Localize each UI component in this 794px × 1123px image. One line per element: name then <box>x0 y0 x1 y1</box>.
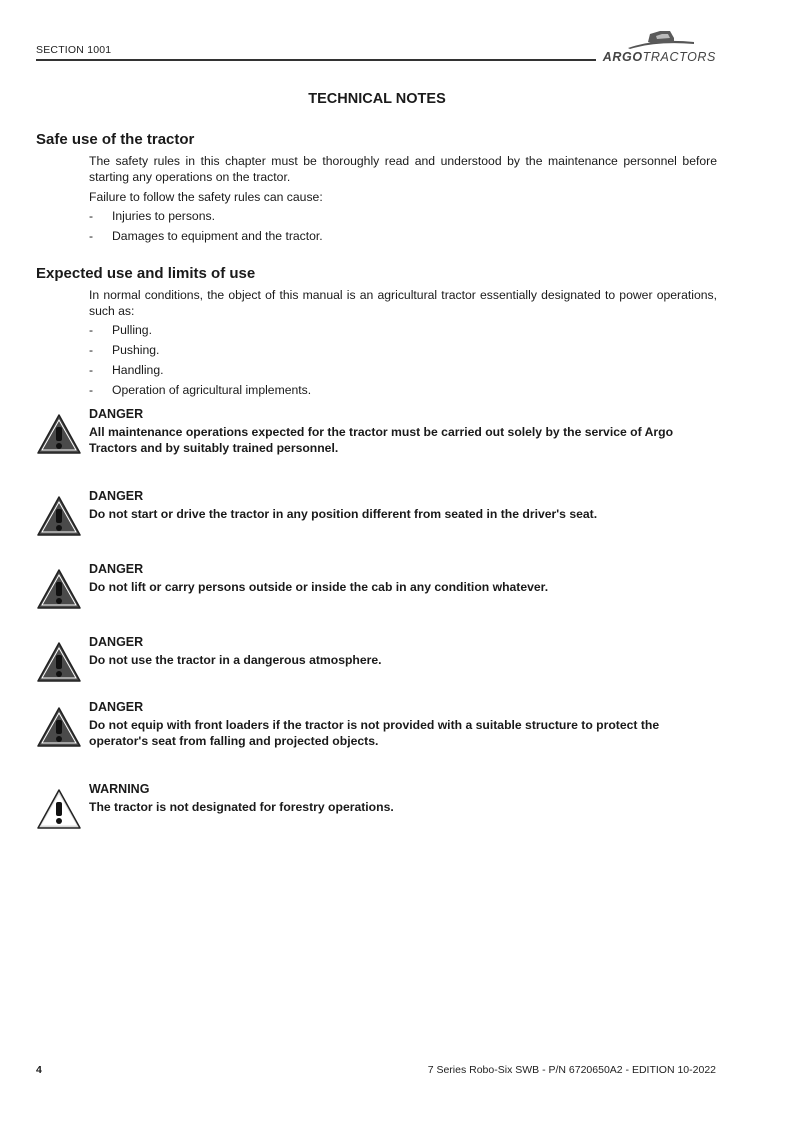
section-label: SECTION 1001 <box>36 44 112 56</box>
logo-wordmark <box>603 50 716 64</box>
danger-triangle-icon <box>36 641 82 683</box>
danger-triangle-icon <box>36 568 82 610</box>
notice-message: Do not equip with front loaders if the tractor is not provided with a suitable structure to protect the operator's seat from falling and projected objects. <box>89 718 660 748</box>
notice-kind: DANGER <box>89 700 144 714</box>
notice-message: All maintenance operations expected for the tractor must be carried out solely by the service of Argo Tractors and by suitably trained personnel. <box>89 425 674 455</box>
page-title: TECHNICAL NOTES <box>308 91 446 107</box>
expected-use-paragraph: In normal conditions, the object of this manual is an agricultural tractor essentially designated to power operations, such as: <box>89 288 717 318</box>
page-header <box>36 30 716 64</box>
notice-kind: DANGER <box>89 489 144 503</box>
notice-message: Do not lift or carry persons outside or inside the cab in any condition whatever. <box>89 580 549 594</box>
heading-safe-use: Safe use of the tractor <box>36 131 195 148</box>
notice-kind: WARNING <box>89 782 150 796</box>
tractor-cab-logo-icon <box>626 26 696 50</box>
danger-triangle-icon <box>36 413 82 455</box>
logo-bold: ARGO <box>602 50 643 64</box>
header-rule <box>36 59 596 61</box>
notice-message: Do not start or drive the tractor in any position different from seated in the driver's seat. <box>89 507 598 521</box>
danger-triangle-icon <box>36 495 82 537</box>
notice-kind: DANGER <box>89 562 144 576</box>
document-reference: 7 Series Robo-Six SWB - P/N 6720650A2 - EDITION 10-2022 <box>427 1064 716 1076</box>
notice-kind: DANGER <box>89 407 144 421</box>
safe-use-failure-text: Failure to follow the safety rules can cause: <box>89 190 323 204</box>
argo-tractors-logo <box>596 30 716 64</box>
notice-kind: DANGER <box>89 635 144 649</box>
warning-triangle-icon <box>36 788 82 830</box>
page-number: 4 <box>36 1064 42 1076</box>
notice-message: The tractor is not designated for forestry operations. <box>89 800 394 814</box>
safe-use-paragraph: The safety rules in this chapter must be thoroughly read and understood by the maintenance personnel before starting any operations on the tractor. <box>89 154 717 184</box>
danger-triangle-icon <box>36 706 82 748</box>
logo-light: TRACTORS <box>642 50 716 64</box>
notice-message: Do not use the tractor in a dangerous atmosphere. <box>89 653 382 667</box>
heading-expected-use: Expected use and limits of use <box>36 265 256 282</box>
